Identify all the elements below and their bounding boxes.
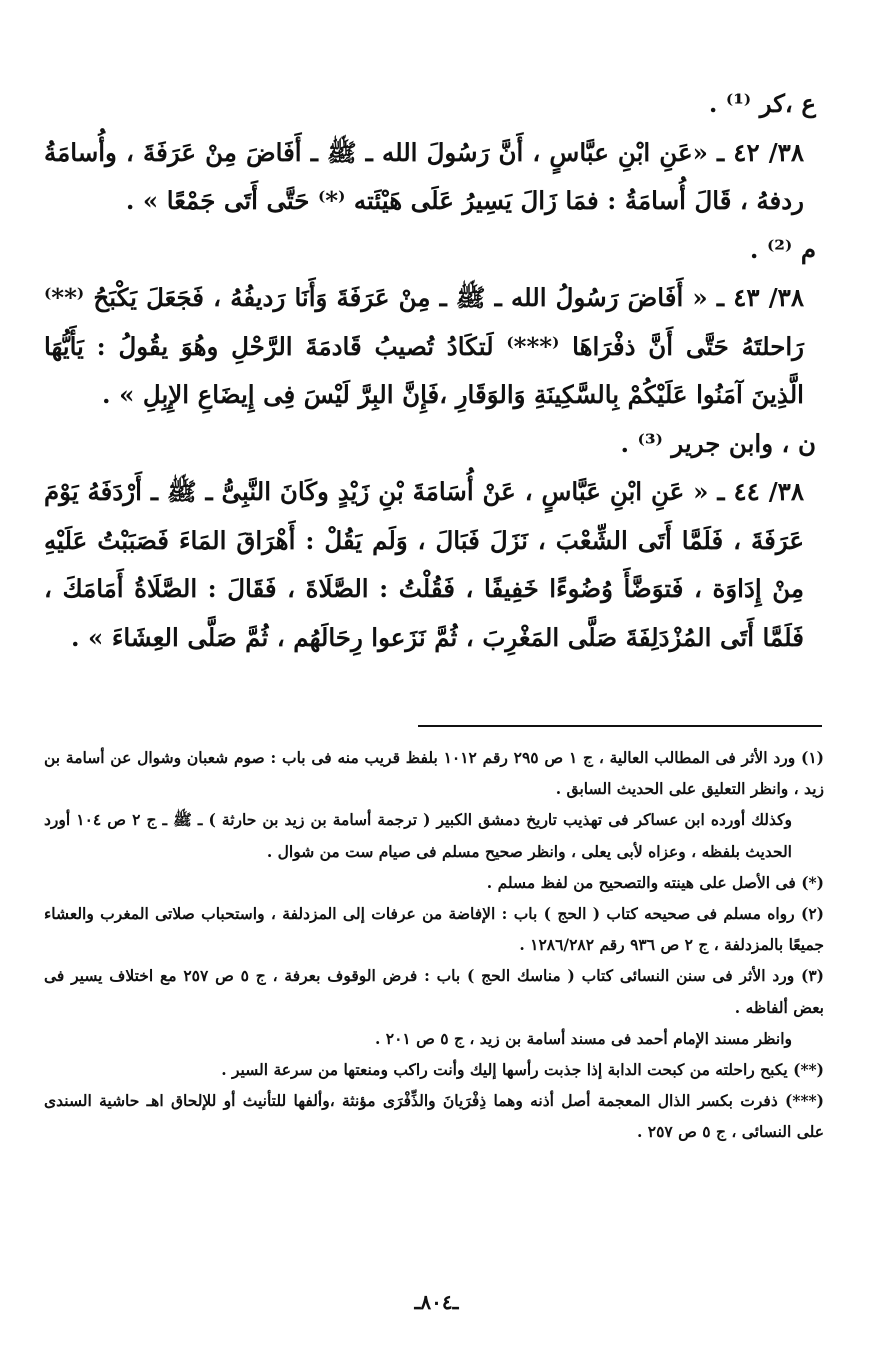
source-line-43: ن ، وابن جرير ⁽³⁾ . — [620, 428, 816, 458]
main-text — [44, 80, 824, 662]
footnote-divider — [418, 725, 822, 727]
footnote-1: (١) ورد الأثر فى المطالب العالية ، ج ١ ص ٢٩٥ رقم ١٠١٢ بلفظ قريب منه فى باب : صوم شعبان وشوال عن أسامة بن زيد ، وانظر التعليق على الحديث السابق . — [44, 748, 824, 799]
page-number: ـ٨٠٤ـ — [414, 1290, 459, 1314]
footnote-2: (٢) رواه مسلم فى صحيحه كتاب ( الحج ) باب : الإفاضة من عرفات إلى المزدلفة ، واستحباب صلاتى المغرب والعشاء جميعًا بالمزدلفة ، ج ٢ ص ٩٣٦ رقم ١٢٨٦/٢٨٢ . — [44, 904, 824, 955]
footnote-star: (*) فى الأصل على هينته والتصحيح من لفظ مسلم . — [486, 872, 824, 892]
source-line-42: م ⁽²⁾ . — [749, 234, 816, 264]
footnote-1-continued: وكذلك أورده ابن عساكر فى تهذيب تاريخ دمشق الكبير ( ترجمة أسامة بن زيد بن حارثة ) ـ ﷺ ـ ج ٢ ص ١٠٤ أورد الحديث بلفظه ، وعزاه لأبى يعلى ، وانظر صحيح مسلم فى صيام ست من شوال . — [44, 810, 792, 861]
hadith-43: ٣٨/ ٤٣ ـ « أَفَاضَ رَسُولُ الله ـ ﷺ ـ مِنْ عَرَفَةَ وَأَنَا رَديفُهُ ، فَجَعَلَ يَكْبَحُ ⁽**⁾ رَاحلتَهُ حَتَّى أَنَّ ذفْرَاهَا ⁽***⁾ لَتكَادُ تُصيبُ قَادمَةَ الرَّحْلِ وهُوَ يقُولُ : يَأَيُّهَا الَّذِينَ آمَنُوا عَلَيْكُمْ بِالسَّكِينَةِ وَالوَقَارِ ،فَإِنَّ البِرَّ لَيْسَ فِى إِيضَاعِ الإِبِلِ » . — [44, 283, 804, 409]
footnotes — [44, 742, 824, 1148]
hadith-42: ٣٨/ ٤٢ ـ «عَنِ ابْنِ عبَّاسٍ ، أَنَّ رَسُولَ الله ـ ﷺ ـ أَفَاضَ مِنْ عَرَفَةَ ، وأُسامَةُ ردفهُ ، قَالَ أُسامَةُ : فمَا زَالَ يَسِيرُ عَلَى هَيْئَته ⁽*⁾ حَتَّى أَتَى جَمْعًا » . — [44, 137, 804, 215]
footnote-3-continued: وانظر مسند الإمام أحمد فى مسند أسامة بن زيد ، ج ٥ ص ٢٠١ . — [374, 1028, 792, 1048]
footnote-double-star: (**) يكبح راحلته من كبحت الدابة إذا جذبت رأسها إليك وأنت راكب ومنعتها من سرعة السير . — [221, 1060, 824, 1080]
footnote-3: (٣) ورد الأثر فى سنن النسائى كتاب ( مناسك الحج ) باب : فرض الوقوف بعرفة ، ج ٥ ص ٢٥٧ مع اختلاف يسير فى بعض ألفاظه . — [44, 966, 824, 1017]
source-line-top: ع ،كر ⁽¹⁾ . — [708, 89, 816, 118]
footnote-triple-star: (***) ذفرت بكسر الذال المعجمة أصل أذنه وهما ذِفْرَيانَ والذِّفْرَى مؤنثة ،وألفها للتأنيث أو للإلحاق اهـ حاشية السندى على النسائى ، ج ٥ ص ٢٥٧ . — [44, 1091, 824, 1142]
hadith-44: ٣٨/ ٤٤ ـ « عَنِ ابْنِ عَبَّاسٍ ، عَنْ أُسَامَةَ بْنِ زَيْدٍ وكَانَ النَّبِىُّ ـ ﷺ ـ أَرْدَفَهُ يَوْمَ عَرَفَةَ ، فَلَمَّا أَتَى الشِّعْبَ ، نَزَلَ فَبَالَ ، وَلَم يَقُلْ : أَهْرَاقَ المَاءَ فَصَبَبْتُ عَلَيْهِ مِنْ إِدَاوَة ، فَتوَضَّأَ وُضُوءًا خَفِيفًا ، فَقُلْتُ : الصَّلَاةَ ، فَقَالَ : الصَّلَاةُ أَمَامَكَ ، فَلَمَّا أَتَى المُزْدَلِفَةَ صَلَّى المَغْرِبَ ، ثُمَّ نَزَعوا رِحَالَهُم ، ثُمَّ صَلَّى العِشَاءَ » . — [44, 477, 804, 652]
